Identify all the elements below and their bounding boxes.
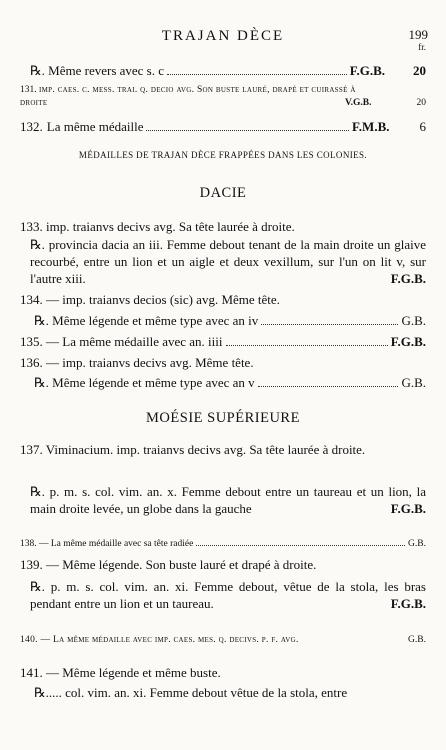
entry-139-reverse [30, 578, 426, 630]
entry-131 [20, 84, 370, 110]
collection-ref: F.G.B. [390, 271, 426, 286]
reverse-text: ℞. Même légende et même type avec an iv [34, 313, 259, 328]
entry-136: 136. — imp. traianvs decivs avg. Même tête. [20, 355, 254, 370]
entry-number: 131. [20, 85, 37, 95]
entry-text: La même médaille [46, 119, 144, 134]
entry-text: imp. caes. c. mess. trai. q. decio avg. Son buste lauré, drapé et cuirassé à droite [20, 85, 356, 108]
leader-dots [261, 323, 398, 325]
entry-revers [30, 62, 426, 79]
running-title: TRAJAN DÈCE [161, 28, 285, 44]
entry-133-reverse [30, 236, 426, 290]
reverse-text: ℞. provincia dacia an iii. Femme debout tenant de la main droite un glaive recourbé, entre un lion et un aigle et deux vexillum, sur l'un on lit v, sur l'autre xiii. [30, 237, 426, 286]
entry-number: 132. [20, 119, 43, 134]
collection-ref: G.B. [401, 375, 426, 390]
price: 20 [413, 63, 426, 78]
entry-text: 138. — La même médaille avec sa tête radiée [20, 539, 194, 549]
entry-140 [20, 634, 426, 647]
section-banner: MÉDAILLES DE TRAJAN DÈCE FRAPPÉES DANS LES COLONIES. [78, 150, 368, 160]
collection-ref: F.M.B. [352, 119, 390, 134]
entry-137-reverse [30, 483, 426, 535]
reverse-text: ℞. p. m. s. col. vim. an. x. Femme debout entre un taureau et un lion, la main droite levée, un globe dans la gauche [30, 484, 426, 516]
entry-text: 140. — La même médaille avec imp. caes. mes. q. decivs. p. f. avg. [20, 635, 299, 645]
collection-ref: V.G.B. [345, 98, 372, 108]
entry-139: 139. — Même légende. Son buste lauré et drapé à droite. [20, 557, 317, 572]
entry-133: 133. imp. traianvs decivs avg. Sa tête laurée à droite. [20, 219, 295, 234]
entry-134: 134. — imp. traianvs decios (sic) avg. Même tête. [20, 292, 280, 307]
leader-dots [196, 544, 405, 546]
price: 6 [419, 119, 426, 134]
currency-label: fr. [418, 42, 426, 52]
reverse-text: ℞. Même légende et même type avec an v [34, 375, 255, 390]
entry-134-reverse [34, 312, 426, 329]
collection-ref: G.B. [408, 635, 426, 645]
reverse-text: ℞. p. m. s. col. vim. an. xi. Femme debout, vêtue de la stola, les bras pendant entre un lion et un taureau. [30, 579, 426, 611]
section-title-moesie: MOÉSIE SUPÉRIEURE [146, 410, 300, 426]
collection-ref: G.B. [401, 313, 426, 328]
collection-ref: F.G.B. [390, 596, 426, 611]
entry-135 [20, 333, 426, 350]
entry-136-reverse [34, 374, 426, 391]
section-title-dacie: DACIE [199, 185, 247, 201]
entry-141: 141. — Même légende et même buste. [20, 665, 221, 680]
entry-137: 137. Viminacium. imp. traianvs decivs avg. Sa tête laurée à droite. [20, 442, 366, 457]
entry-138 [20, 538, 426, 551]
leader-dots [167, 73, 347, 75]
entry-text: ℞. Même revers avec s. c [30, 63, 165, 78]
collection-ref: F.G.B. [390, 501, 426, 516]
collection-ref: F.G.B. [349, 63, 385, 78]
leader-dots [258, 385, 399, 387]
leader-dots [146, 129, 349, 131]
page-number: 199 [408, 27, 428, 42]
entry-132 [20, 118, 426, 135]
collection-ref: G.B. [408, 539, 426, 549]
entry-141-reverse: ℞..... col. vim. an. xi. Femme debout vêtue de la stola, entre [34, 685, 348, 700]
leader-dots [226, 344, 388, 346]
entry-text: 135. — La même médaille avec an. iiii [20, 334, 223, 349]
collection-ref: F.G.B. [390, 334, 426, 349]
price: 20 [416, 98, 426, 108]
